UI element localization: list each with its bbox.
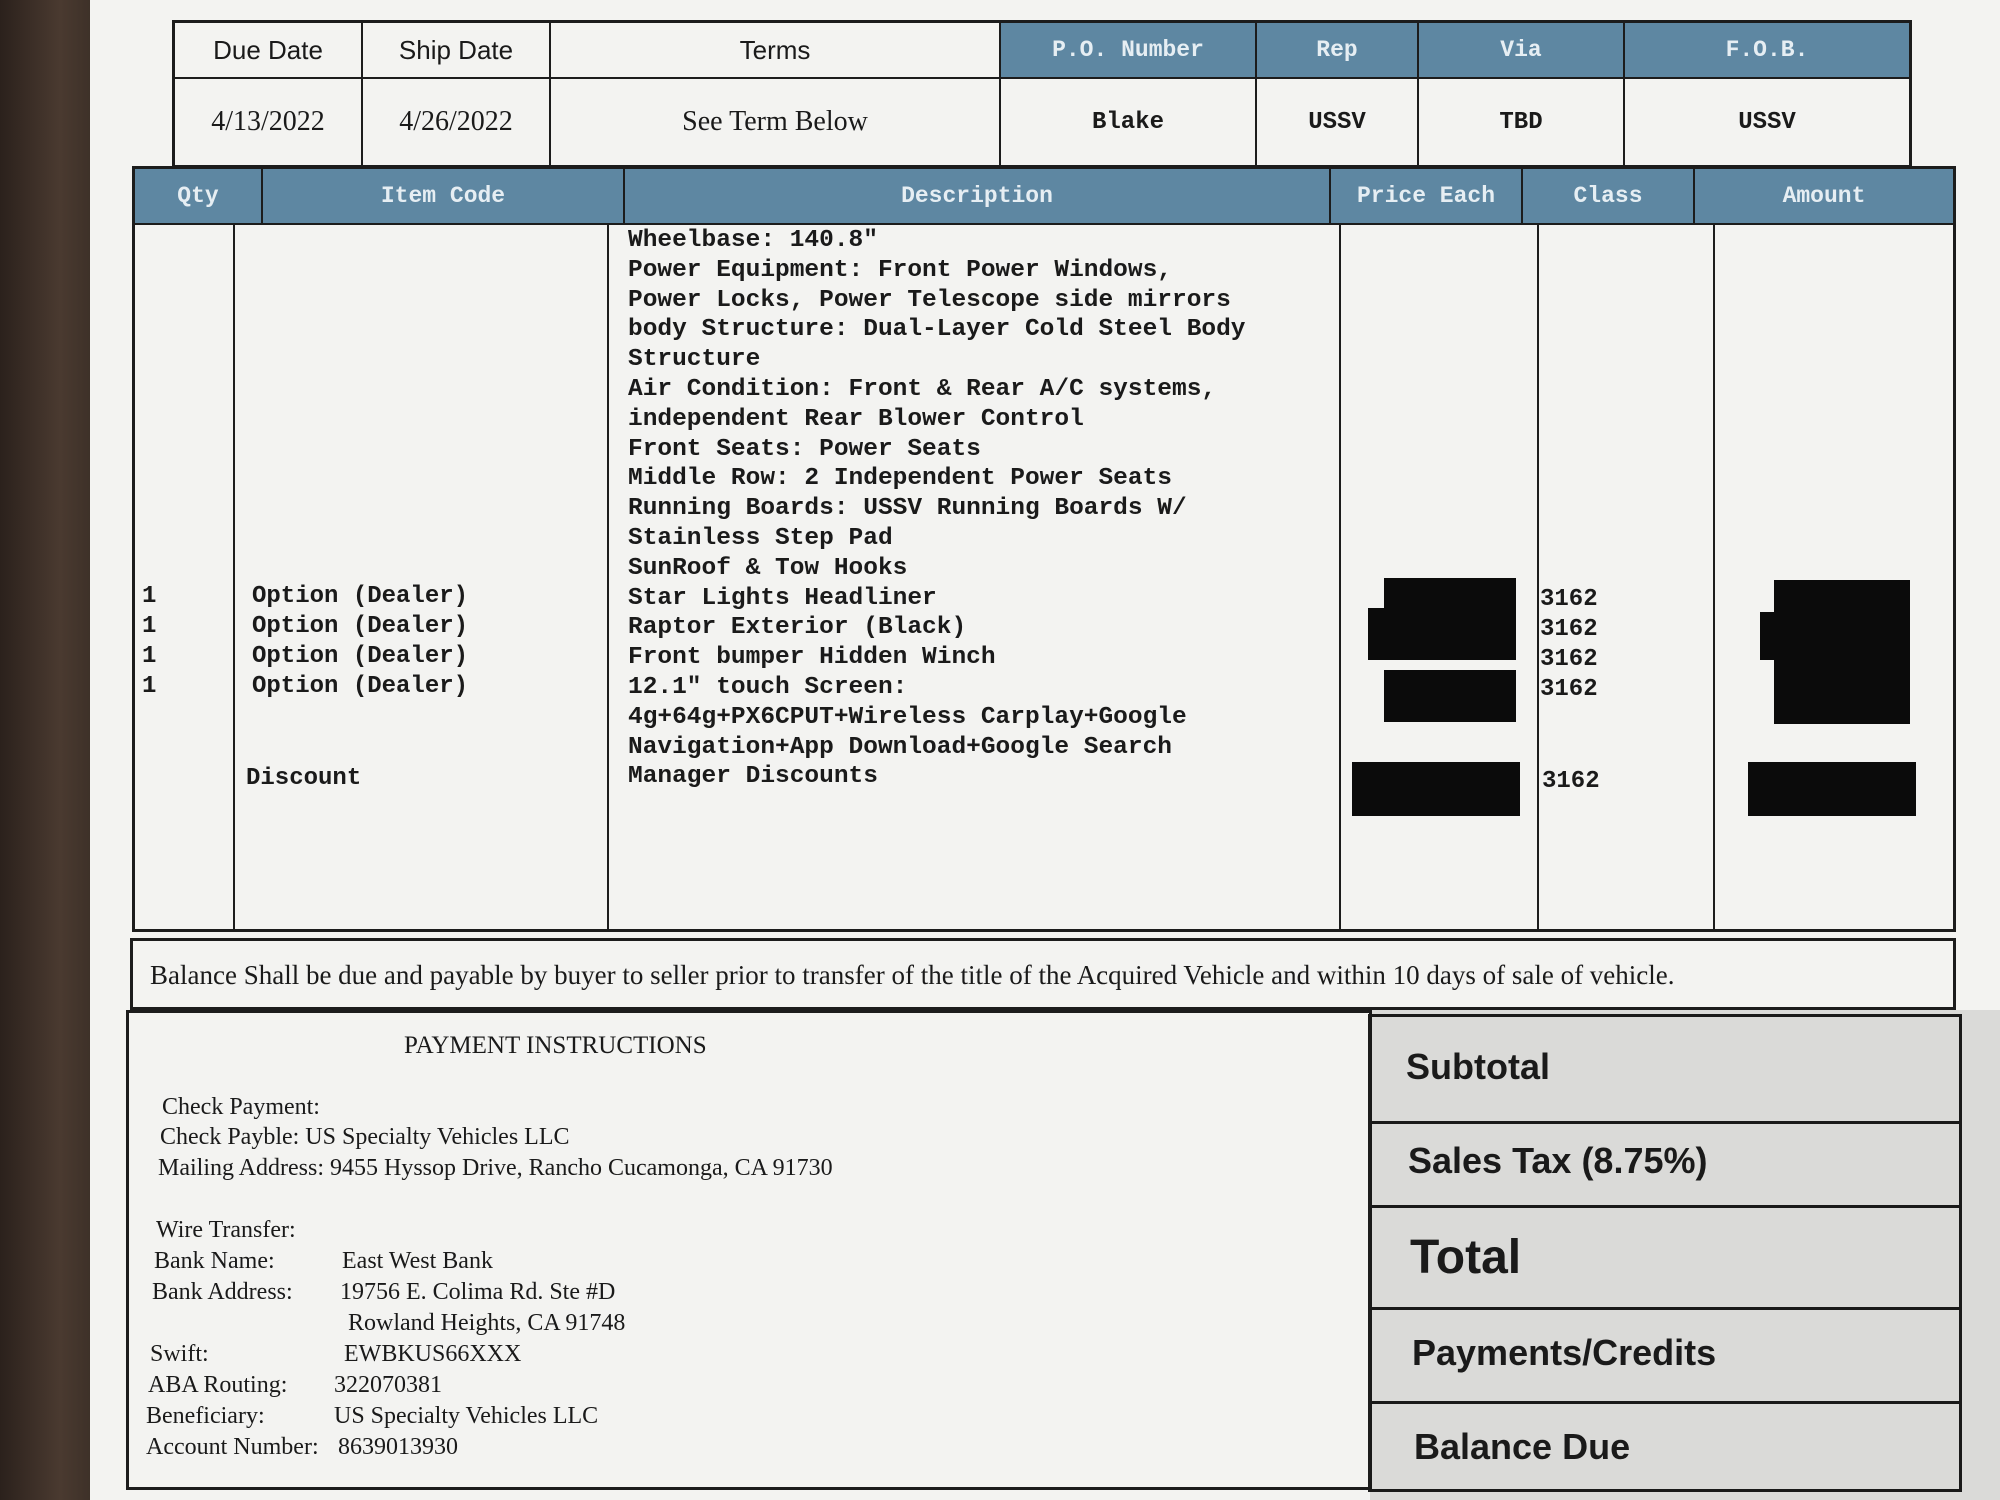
col-qty: Qty [135,169,263,223]
swift-label: Swift: [150,1341,209,1367]
item-class: 3162 [1540,646,1598,673]
value-rep: USSV [1257,79,1419,165]
balance-note: Balance Shall be due and payable by buyer to seller prior to transfer of the title of the Acquired Vehicle and within 10 days of sale of vehicle. [150,960,1675,990]
value-po-number: Blake [1001,79,1257,165]
redacted-price [1384,670,1516,722]
col-class: Class [1523,169,1695,223]
bank-address-label: Bank Address: [152,1279,293,1305]
col-price-each: Price Each [1331,169,1523,223]
payment-title: PAYMENT INSTRUCTIONS [404,1032,707,1059]
description-line: Structure [628,346,761,374]
value-via: TBD [1419,79,1625,165]
header-due-date: Due Date [175,23,363,77]
description-line: SunRoof & Tow Hooks [628,554,908,582]
item-code: Option (Dealer) [252,583,469,610]
col-description: Description [625,169,1331,223]
payments-credits-label: Payments/Credits [1412,1332,1717,1373]
value-ship-date: 4/26/2022 [363,79,551,165]
wire-label: Wire Transfer: [156,1217,296,1243]
bank-address-value: 19756 E. Colima Rd. Ste #D [340,1279,616,1305]
total-label: Total [1410,1231,1522,1284]
value-terms: See Term Below [551,79,1001,165]
beneficiary-label: Beneficiary: [146,1403,265,1429]
description-line: Wheelbase: 140.8" [628,227,878,254]
description-line: Power Equipment: Front Power Windows, [628,256,1172,284]
description-line: Star Lights Headliner [628,584,937,612]
header-po-number: P.O. Number [1001,23,1257,77]
swift-value: EWBKUS66XXX [344,1341,522,1367]
header-terms: Terms [551,23,1001,77]
item-qty: 1 [142,583,157,610]
item-class: 3162 [1540,586,1598,613]
item-qty: 1 [142,613,157,640]
description-line: Navigation+App Download+Google Search [628,733,1172,761]
description-line: Running Boards: USSV Running Boards W/ [628,495,1187,523]
header-table [172,20,1912,168]
col-item-code: Item Code [263,169,625,223]
description-line: Manager Discounts [628,763,878,791]
description-line: Front bumper Hidden Winch [628,644,996,672]
item-code: Option (Dealer) [252,643,469,670]
description-line: body Structure: Dual-Layer Cold Steel Body [628,316,1246,344]
redacted-price [1352,762,1520,816]
mailing-address: Mailing Address: 9455 Hyssop Drive, Rancho Cucamonga, CA 91730 [158,1155,833,1181]
description-line: independent Rear Blower Control [628,405,1084,433]
bank-name-value: East West Bank [342,1248,493,1274]
aba-value: 322070381 [334,1372,442,1398]
item-class: 3162 [1540,676,1598,703]
subtotal-label: Subtotal [1406,1046,1550,1087]
col-amount: Amount [1695,169,1953,223]
payment-box [126,1010,1372,1490]
balance-due-label: Balance Due [1414,1426,1631,1467]
redacted-amount [1760,612,1800,660]
header-ship-date: Ship Date [363,23,551,77]
item-code: Option (Dealer) [252,613,469,640]
beneficiary-value: US Specialty Vehicles LLC [334,1403,599,1429]
value-due-date: 4/13/2022 [175,79,363,165]
redacted-amount [1748,762,1916,816]
redacted-price [1368,608,1516,660]
item-qty: 1 [142,673,157,700]
description-line: 12.1" touch Screen: [628,673,908,701]
description-line: Power Locks, Power Telescope side mirrors [628,286,1231,314]
item-qty: 1 [142,643,157,670]
header-fob: F.O.B. [1625,23,1909,77]
account-value: 8639013930 [338,1434,458,1460]
description-list [628,226,1328,792]
header-rep: Rep [1257,23,1419,77]
description-line: 4g+64g+PX6CPUT+Wireless Carplay+Google [628,703,1187,731]
aba-label: ABA Routing: [148,1372,288,1398]
value-fob: USSV [1738,108,1796,136]
item-code: Option (Dealer) [252,673,469,700]
account-label: Account Number: [146,1434,319,1460]
description-line: Front Seats: Power Seats [628,435,981,463]
description-line: Stainless Step Pad [628,524,893,552]
item-code-discount: Discount [246,765,362,792]
item-class: 3162 [1540,616,1598,643]
sales-tax-label: Sales Tax (8.75%) [1408,1140,1708,1181]
description-line: Middle Row: 2 Independent Power Seats [628,465,1172,493]
check-payable: Check Payble: US Specialty Vehicles LLC [160,1124,570,1150]
description-line: Raptor Exterior (Black) [628,614,967,642]
header-via: Via [1419,23,1625,77]
bank-address-line2: Rowland Heights, CA 91748 [348,1310,626,1336]
description-line: Air Condition: Front & Rear A/C systems, [628,375,1217,403]
item-class: 3162 [1542,768,1600,795]
bank-name-label: Bank Name: [154,1248,275,1274]
check-label: Check Payment: [162,1094,320,1120]
